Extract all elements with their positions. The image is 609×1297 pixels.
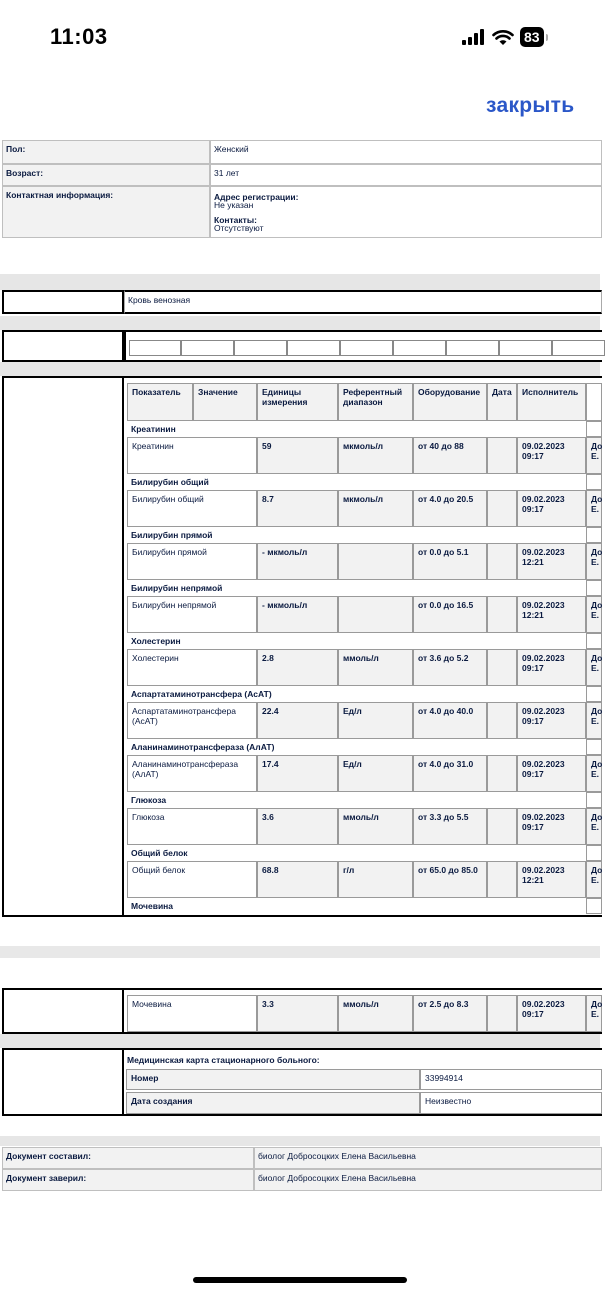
- signal-icon: [462, 29, 486, 45]
- group-title: Общий белок: [127, 845, 586, 861]
- group-title-border: [586, 474, 602, 490]
- cell-indicator: Билирубин непрямой: [127, 596, 257, 633]
- cell-range: от 3.3 до 5.5: [413, 808, 487, 845]
- group-title: Холестерин: [127, 633, 586, 649]
- group-title: Билирубин общий: [127, 474, 586, 490]
- cell-value: 22.4: [257, 702, 338, 739]
- cell-executor: До Е.: [586, 490, 602, 527]
- cell-indicator: Общий белок: [127, 861, 257, 898]
- column-header: Референтный диапазон: [338, 383, 413, 421]
- group-title: Аланинаминотрансфераза (АлАТ): [127, 739, 586, 755]
- cell-value: 3.3: [257, 995, 338, 1032]
- cell-indicator: Билирубин общий: [127, 490, 257, 527]
- cell-value: 8.7: [257, 490, 338, 527]
- cell-indicator: Мочевина: [127, 995, 257, 1032]
- group-title-border: [586, 792, 602, 808]
- cell-equipment: [487, 596, 517, 633]
- cell-date: 09.02.2023 09:17: [517, 490, 586, 527]
- column-header-spacer: [586, 383, 602, 421]
- contacts-value: Отсутствуют: [214, 223, 264, 233]
- card-number-label: Номер: [126, 1069, 420, 1090]
- card-created-label: Дата создания: [126, 1092, 420, 1114]
- contact-value: [210, 186, 602, 238]
- cell-units: ммоль/л: [338, 649, 413, 686]
- cell-equipment: [487, 702, 517, 739]
- group-title-border: [586, 739, 602, 755]
- card-number-value: 33994914: [420, 1069, 602, 1090]
- cell-executor: До Е.: [586, 702, 602, 739]
- cell-units: г/л: [338, 861, 413, 898]
- group-title: Аспартатаминотрансфера (АсАТ): [127, 686, 586, 702]
- cell-executor: До Е.: [586, 755, 602, 792]
- composed-value: биолог Добросоцких Елена Васильевна: [254, 1147, 602, 1169]
- cell-indicator: Холестерин: [127, 649, 257, 686]
- cell-range: от 65.0 до 85.0: [413, 861, 487, 898]
- grid-label-box: [2, 330, 124, 362]
- cell-indicator: Билирубин прямой: [127, 543, 257, 580]
- cell-units: Ед/л: [338, 755, 413, 792]
- group-title: Креатинин: [127, 421, 586, 437]
- group-title: Мочевина: [127, 898, 586, 914]
- age-value: 31 лет: [210, 164, 602, 186]
- cell-equipment: [487, 861, 517, 898]
- group-title-border: [586, 845, 602, 861]
- cell-value: 2.8: [257, 649, 338, 686]
- column-header: Значение: [193, 383, 257, 421]
- cell-date: 09.02.2023 12:21: [517, 861, 586, 898]
- cell-executor: До Е.: [586, 596, 602, 633]
- cell-range: от 0.0 до 16.5: [413, 596, 487, 633]
- composed-label: Документ составил:: [2, 1147, 254, 1169]
- address-value: Не указан: [214, 200, 254, 210]
- cell-units: Ед/л: [338, 702, 413, 739]
- cell-indicator: Креатинин: [127, 437, 257, 474]
- cell-executor: До Е.: [586, 543, 602, 580]
- cell-date: 09.02.2023 09:17: [517, 808, 586, 845]
- group-title-border: [586, 580, 602, 596]
- close-button[interactable]: закрыть: [486, 94, 575, 117]
- card-title: Медицинская карта стационарного больного:: [127, 1055, 320, 1065]
- cell-equipment: [487, 543, 517, 580]
- column-header: Единицы измерения: [257, 383, 338, 421]
- column-header: Исполнитель: [517, 383, 586, 421]
- cell-range: от 3.6 до 5.2: [413, 649, 487, 686]
- continued-label-box: [2, 988, 124, 1034]
- status-icons: [462, 26, 548, 48]
- cell-indicator: Глюкоза: [127, 808, 257, 845]
- cell-date: 09.02.2023 12:21: [517, 543, 586, 580]
- section-band: [0, 1034, 600, 1048]
- cell-units: [338, 596, 413, 633]
- cell-value: - мкмоль/л: [257, 543, 338, 580]
- cell-equipment: [487, 808, 517, 845]
- battery-tip: [546, 34, 548, 41]
- section-band: [0, 1136, 600, 1146]
- group-title-border: [586, 686, 602, 702]
- cell-value: 3.6: [257, 808, 338, 845]
- page-separator: [0, 946, 600, 958]
- cell-value: 59: [257, 437, 338, 474]
- certified-value: биолог Добросоцких Елена Васильевна: [254, 1169, 602, 1191]
- cell-equipment: [487, 755, 517, 792]
- cell-executor: До Е.: [586, 995, 602, 1032]
- contact-label: Контактная информация:: [2, 186, 210, 238]
- cell-equipment: [487, 649, 517, 686]
- column-header: Оборудование: [413, 383, 487, 421]
- status-time: 11:03: [50, 24, 108, 49]
- cell-indicator: Аланинаминотрансфераза (АлАТ): [127, 755, 257, 792]
- group-title: Билирубин непрямой: [127, 580, 586, 596]
- cell-equipment: [487, 490, 517, 527]
- cell-executor: До Е.: [586, 437, 602, 474]
- cell-range: от 4.0 до 31.0: [413, 755, 487, 792]
- cell-date: 09.02.2023 12:21: [517, 596, 586, 633]
- cell-date: 09.02.2023 09:17: [517, 995, 586, 1032]
- group-title-border: [586, 633, 602, 649]
- cell-units: мкмоль/л: [338, 437, 413, 474]
- card-label-box: [2, 1048, 124, 1116]
- cell-units: мкмоль/л: [338, 490, 413, 527]
- cell-range: от 40 до 88: [413, 437, 487, 474]
- cell-executor: До Е.: [586, 861, 602, 898]
- cell-executor: До Е.: [586, 649, 602, 686]
- wifi-icon: [492, 29, 514, 45]
- material-value: Кровь венозная: [124, 290, 602, 314]
- cell-date: 09.02.2023 09:17: [517, 437, 586, 474]
- results-label-box: [2, 376, 124, 917]
- sex-label: Пол:: [2, 140, 210, 164]
- cell-indicator: Аспартатаминотрансфера (АсАТ): [127, 702, 257, 739]
- cell-range: от 2.5 до 8.3: [413, 995, 487, 1032]
- section-band: [0, 316, 600, 330]
- section-band: [0, 362, 600, 376]
- cell-range: от 4.0 до 40.0: [413, 702, 487, 739]
- empty-grid: [124, 330, 602, 362]
- battery-icon: 83: [520, 27, 544, 47]
- sex-value: Женский: [210, 140, 602, 164]
- cell-value: 17.4: [257, 755, 338, 792]
- group-title-border: [586, 527, 602, 543]
- address-label: Адрес регистрации:: [214, 192, 299, 202]
- cell-date: 09.02.2023 09:17: [517, 702, 586, 739]
- cell-range: от 4.0 до 20.5: [413, 490, 487, 527]
- cell-equipment: [487, 437, 517, 474]
- cell-equipment: [487, 995, 517, 1032]
- group-title: Билирубин прямой: [127, 527, 586, 543]
- home-indicator[interactable]: [193, 1277, 407, 1283]
- column-header: Дата: [487, 383, 517, 421]
- cell-value: 68.8: [257, 861, 338, 898]
- cell-units: ммоль/л: [338, 995, 413, 1032]
- cell-range: от 0.0 до 5.1: [413, 543, 487, 580]
- group-title-border: [586, 898, 602, 914]
- section-band: [0, 274, 600, 290]
- card-created-value: Неизвестно: [420, 1092, 602, 1114]
- material-label-box: [2, 290, 124, 314]
- certified-label: Документ заверил:: [2, 1169, 254, 1191]
- group-title-border: [586, 421, 602, 437]
- cell-executor: До Е.: [586, 808, 602, 845]
- cell-value: - мкмоль/л: [257, 596, 338, 633]
- age-label: Возраст:: [2, 164, 210, 186]
- contacts-label: Контакты:: [214, 215, 257, 225]
- group-title: Глюкоза: [127, 792, 586, 808]
- cell-date: 09.02.2023 09:17: [517, 649, 586, 686]
- cell-units: ммоль/л: [338, 808, 413, 845]
- cell-units: [338, 543, 413, 580]
- column-header: Показатель: [127, 383, 193, 421]
- cell-date: 09.02.2023 09:17: [517, 755, 586, 792]
